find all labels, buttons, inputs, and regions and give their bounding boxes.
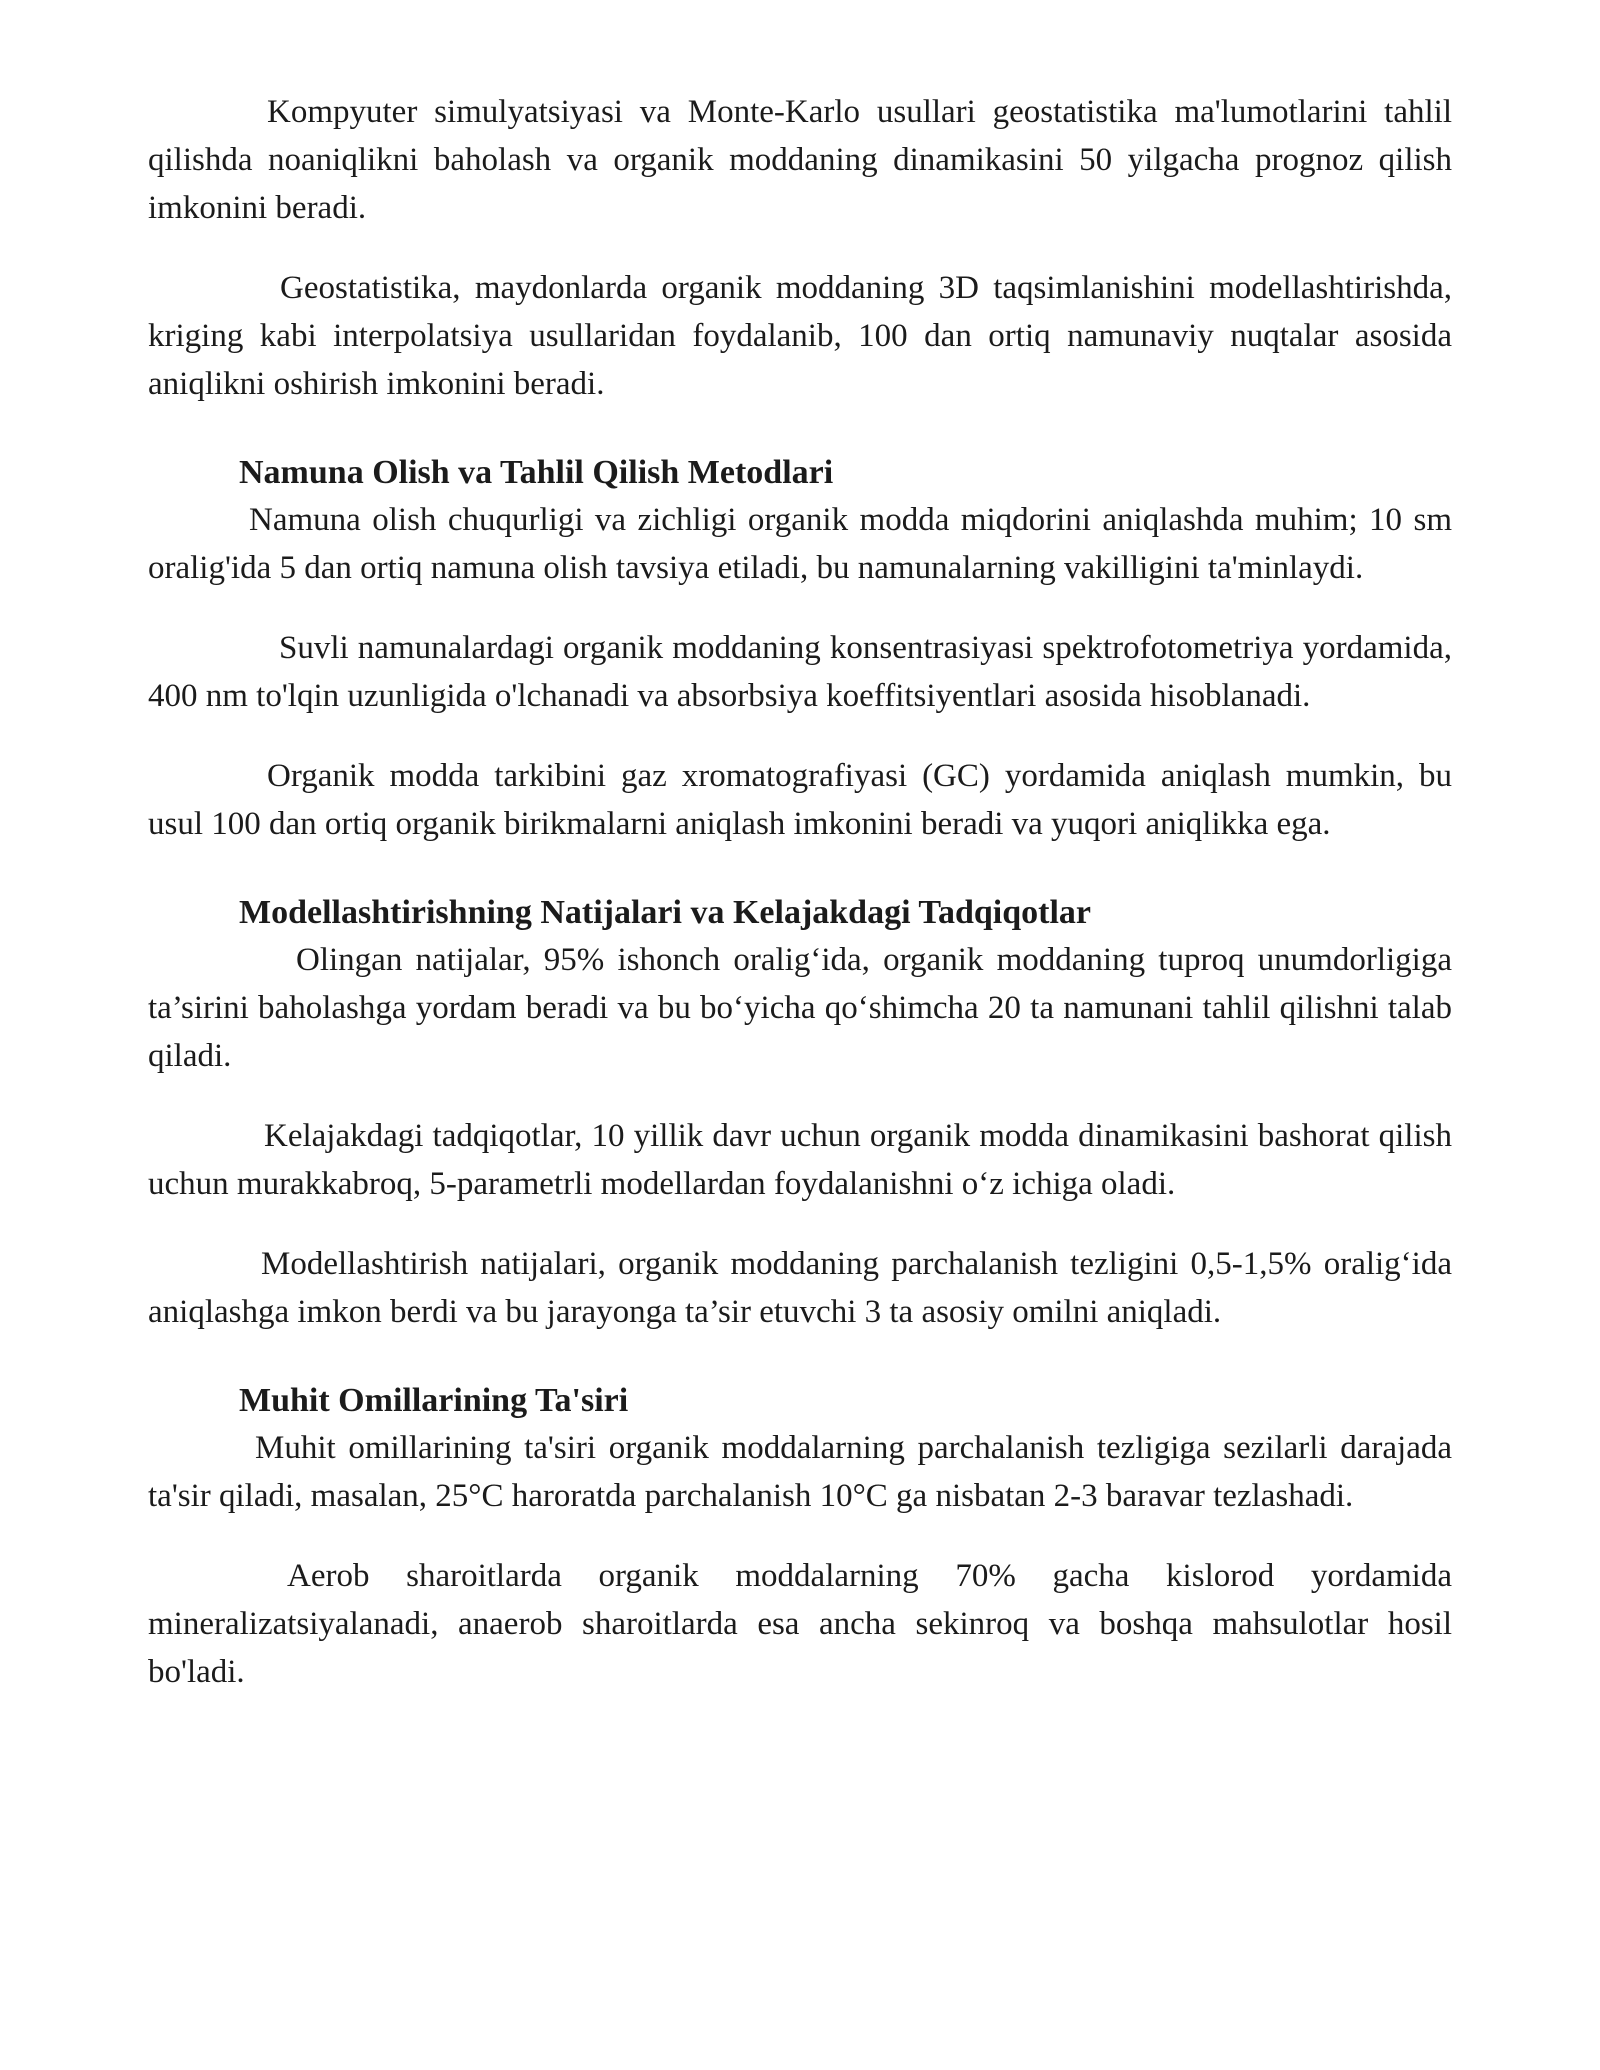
paragraph-results-confidence: Olingan natijalar, 95% ishonch oralig‘ida, organik moddaning tuproq unumdorligiga ta’sirini baholashga yordam beradi va bu bo‘yicha qo‘shimcha 20 ta namunani tahlil qilishni talab qiladi. — [148, 942, 1452, 1074]
paragraph-geostatistics: Geostatistika, maydonlarda organik moddaning 3D taqsimlanishini modellashtirishda, kriging kabi interpolatsiya usullaridan foydalanib, 100 dan ortiq namunaviy nuqtalar asosida aniqlikni oshirish imkonini beradi. — [148, 270, 1452, 402]
section-heading-environmental-factors: Muhit Omillarining Ta'siri — [239, 1382, 629, 1419]
paragraph-monte-carlo: Kompyuter simulyatsiyasi va Monte-Karlo usullari geostatistika ma'lumotlarini tahlil qilishda noaniqlikni baholash va organik moddaning dinamikasini 50 yilgacha prognoz qilish imkonini beradi. — [148, 94, 1452, 226]
paragraph-future-research: Kelajakdagi tadqiqotlar, 10 yillik davr uchun organik modda dinamikasini bashorat qilish uchun murakkabroq, 5-parametrli modellardan foydalanishni o‘z ichiga oladi. — [148, 1118, 1452, 1202]
paragraph-decomposition-rate: Modellashtirish natijalari, organik moddaning parchalanish tezligini 0,5-1,5% oralig‘ida aniqlashga imkon berdi va bu jarayonga ta’sir etuvchi 3 ta asosiy omilni aniqladi. — [148, 1246, 1452, 1330]
paragraph-gas-chromatography: Organik modda tarkibini gaz xromatografiyasi (GC) yordamida aniqlash mumkin, bu usul 100 dan ortiq organik birikmalarni aniqlash imkonini beradi va yuqori aniqlikka ega. — [148, 758, 1452, 842]
paragraph-sampling-depth: Namuna olish chuqurligi va zichligi organik modda miqdorini aniqlashda muhim; 10 sm oralig'ida 5 dan ortiq namuna olish tavsiya etiladi, bu namunalarning vakilligini ta'minlaydi. — [148, 502, 1452, 586]
paragraph-aerobic-conditions: Aerob sharoitlarda organik moddalarning 70% gacha kislorod yordamida mineralizatsiyalanadi, anaerob sharoitlarda esa ancha sekinroq va boshqa mahsulotlar hosil bo'ladi. — [148, 1558, 1452, 1690]
paragraph-spectrophotometry: Suvli namunalardagi organik moddaning konsentrasiyasi spektrofotometriya yordamida, 400 nm to'lqin uzunligida o'lchanadi va absorbsiya koeffitsiyentlari asosida hisoblanadi. — [148, 630, 1452, 714]
section-heading-sampling: Namuna Olish va Tahlil Qilish Metodlari — [239, 454, 834, 491]
document-page — [148, 88, 1452, 1696]
section-heading-modelling-results: Modellashtirishning Natijalari va Kelajakdagi Tadqiqotlar — [239, 894, 1092, 931]
paragraph-temperature-effect: Muhit omillarining ta'siri organik moddalarning parchalanish tezligiga sezilarli darajada ta'sir qiladi, masalan, 25°C haroratda parchalanish 10°C ga nisbatan 2-3 baravar tezlashadi. — [148, 1430, 1452, 1514]
